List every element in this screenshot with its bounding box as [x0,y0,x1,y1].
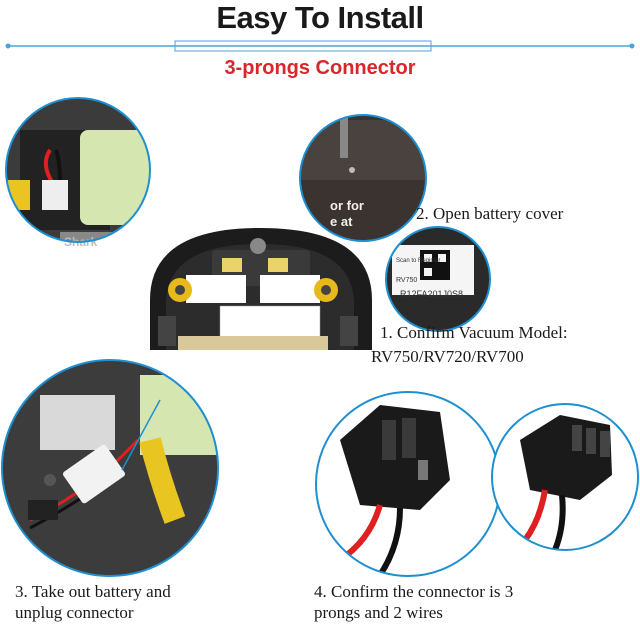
vacuum-underside [150,228,372,350]
step-2-caption: 2. Open battery cover [416,204,564,223]
model-code: RV750 [396,277,418,284]
step-4-caption-line1: 4. Confirm the connector is 3 [314,582,514,601]
header-title: Easy To Install [216,0,424,35]
step-3-caption-line2: unplug connector [15,603,134,622]
step-3-caption-line1: 3. Take out battery and [15,582,171,601]
header-subtitle: 3-prongs Connector [224,57,416,79]
battery-compartment-photo [0,95,160,252]
serial-code: R12FA201J0S8 [400,289,464,299]
cover-text-1: or for [330,198,364,213]
step-1-caption-line2: RV750/RV720/RV700 [371,347,524,366]
battery-cover-photo [290,110,440,250]
scan-text: Scan to Register [396,258,441,264]
step-1-caption-line1: 1. Confirm Vacuum Model: [380,323,568,342]
brand-mark: Shark [64,235,98,249]
step-4-caption-line2: prongs and 2 wires [314,603,443,622]
cover-text-2: e at [330,214,353,229]
